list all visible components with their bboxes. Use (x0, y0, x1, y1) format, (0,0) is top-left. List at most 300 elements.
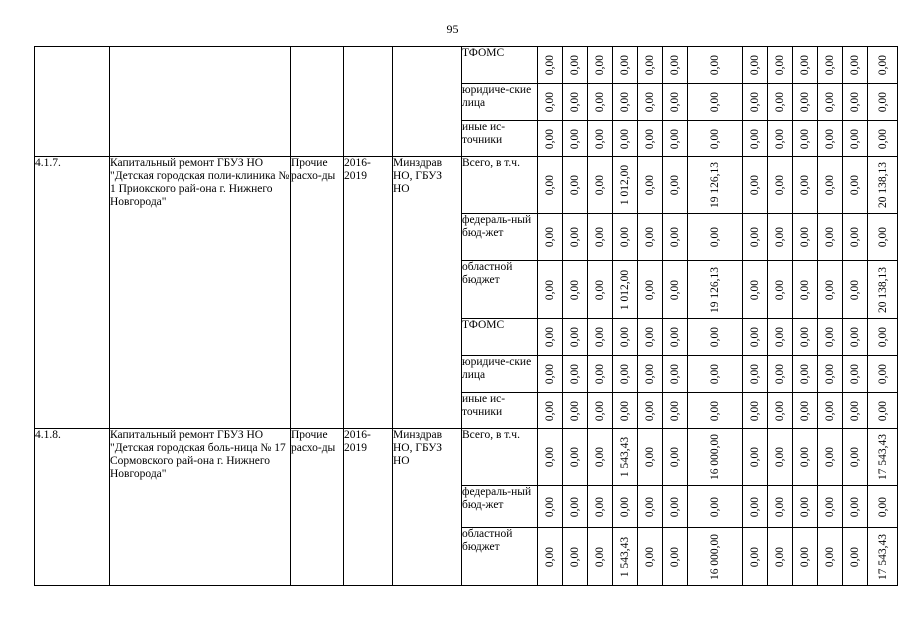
amount-cell (563, 429, 588, 486)
funding-source: ТФОМС (462, 319, 538, 356)
amount-cell (638, 356, 663, 393)
amount-value: 0,00 (569, 174, 581, 196)
amount-value: 0,00 (749, 54, 761, 76)
amount-cell (638, 84, 663, 121)
amount-value: 0,00 (669, 326, 681, 348)
item-name: Капитальный ремонт ГБУЗ НО "Детская городская боль-ница № 17 Сормовского рай-она г. Нижнего Новгорода" (110, 429, 291, 586)
amount-value: 0,00 (619, 496, 631, 517)
amount-value: 0,00 (799, 326, 811, 348)
amount-value: 0,00 (544, 496, 556, 517)
amount-cell (613, 429, 638, 486)
amount-value: 0,00 (824, 91, 836, 113)
amount-cell (563, 319, 588, 356)
amount-cell (588, 47, 613, 84)
amount-cell (688, 393, 743, 429)
amount-cell (743, 47, 768, 84)
amount-value: 0,00 (824, 128, 836, 149)
amount-value: 0,00 (774, 174, 786, 196)
amount-value: 0,00 (644, 174, 656, 196)
amount-value: 0,00 (669, 400, 681, 421)
amount-cell (588, 528, 613, 586)
amount-value: 0,00 (824, 496, 836, 517)
amount-value: 0,00 (774, 279, 786, 300)
amount-cell (563, 157, 588, 214)
amount-value: 0,00 (774, 226, 786, 248)
amount-cell (638, 261, 663, 319)
amount-value: 0,00 (799, 446, 811, 468)
amount-cell (743, 393, 768, 429)
amount-cell (538, 528, 563, 586)
funding-source: Всего, в т.ч. (462, 157, 538, 214)
amount-value: 0,00 (749, 546, 761, 567)
amount-value: 0,00 (876, 363, 889, 385)
item-executor (393, 47, 462, 157)
item-code: 4.1.8. (35, 429, 110, 586)
amount-cell (793, 157, 818, 214)
amount-cell (868, 356, 898, 393)
amount-cell (743, 356, 768, 393)
amount-cell (868, 121, 898, 157)
amount-cell (688, 121, 743, 157)
amount-value: 1 012,00 (619, 269, 631, 310)
item-name (110, 47, 291, 157)
amount-cell (818, 214, 843, 261)
amount-cell (818, 121, 843, 157)
amount-value: 0,00 (799, 128, 811, 149)
amount-value: 0,00 (849, 326, 861, 348)
amount-cell (538, 214, 563, 261)
amount-value: 0,00 (569, 496, 581, 517)
amount-value: 0,00 (544, 174, 556, 196)
amount-cell (688, 528, 743, 586)
amount-cell (638, 121, 663, 157)
amount-cell (843, 393, 868, 429)
amount-cell (613, 214, 638, 261)
amount-value: 0,00 (594, 91, 606, 113)
item-name: Капитальный ремонт ГБУЗ НО "Детская городская поли-клиника № 1 Приокского рай-она г. Нижнего Новгорода" (110, 157, 291, 429)
amount-value: 0,00 (569, 128, 581, 149)
amount-cell (688, 429, 743, 486)
amount-value: 0,00 (544, 91, 556, 113)
amount-cell (538, 261, 563, 319)
amount-cell (793, 486, 818, 528)
amount-cell (563, 121, 588, 157)
amount-cell (793, 47, 818, 84)
amount-cell (818, 261, 843, 319)
budget-table (34, 46, 898, 586)
amount-value: 0,00 (774, 400, 786, 421)
item-executor: Минздрав НО, ГБУЗ НО (393, 429, 462, 586)
amount-cell (793, 429, 818, 486)
amount-value: 0,00 (824, 226, 836, 248)
amount-value: 0,00 (849, 400, 861, 421)
amount-cell (663, 157, 688, 214)
amount-value: 0,00 (619, 363, 631, 385)
amount-cell (818, 47, 843, 84)
amount-value: 0,00 (594, 174, 606, 196)
amount-value: 20 138,13 (876, 162, 889, 208)
amount-value: 0,00 (824, 174, 836, 196)
amount-value: 0,00 (774, 363, 786, 385)
amount-cell (818, 528, 843, 586)
amount-cell (793, 319, 818, 356)
amount-value: 0,00 (849, 226, 861, 248)
amount-cell (868, 528, 898, 586)
amount-cell (793, 528, 818, 586)
item-period (344, 47, 393, 157)
amount-cell (743, 157, 768, 214)
amount-cell (868, 47, 898, 84)
amount-cell (538, 486, 563, 528)
amount-cell (613, 84, 638, 121)
amount-cell (538, 393, 563, 429)
expense-type: Прочие расхо-ды (291, 429, 344, 586)
amount-value: 0,00 (569, 326, 581, 348)
amount-value: 0,00 (544, 54, 556, 76)
amount-cell (638, 393, 663, 429)
amount-cell (793, 356, 818, 393)
amount-value: 0,00 (709, 54, 721, 76)
amount-value: 0,00 (544, 128, 556, 149)
amount-cell (843, 356, 868, 393)
amount-cell (768, 356, 793, 393)
amount-cell (768, 261, 793, 319)
amount-cell (613, 319, 638, 356)
amount-cell (613, 261, 638, 319)
amount-value: 0,00 (569, 226, 581, 248)
expense-type: Прочие расхо-ды (291, 157, 344, 429)
amount-value: 0,00 (569, 279, 581, 300)
amount-cell (743, 214, 768, 261)
amount-cell (688, 157, 743, 214)
amount-value: 0,00 (849, 446, 861, 468)
amount-value: 0,00 (849, 363, 861, 385)
amount-value: 0,00 (569, 91, 581, 113)
amount-value: 0,00 (619, 54, 631, 76)
funding-source: иные ис-точники (462, 121, 538, 157)
amount-cell (538, 84, 563, 121)
amount-value: 0,00 (569, 400, 581, 421)
amount-value: 0,00 (594, 496, 606, 517)
amount-value: 0,00 (749, 128, 761, 149)
amount-value: 0,00 (594, 128, 606, 149)
amount-cell (613, 157, 638, 214)
amount-cell (818, 486, 843, 528)
amount-cell (843, 319, 868, 356)
amount-value: 0,00 (876, 54, 889, 76)
amount-cell (638, 214, 663, 261)
amount-cell (818, 429, 843, 486)
amount-value: 0,00 (849, 54, 861, 76)
amount-value: 0,00 (749, 279, 761, 300)
funding-source: иные ис-точники (462, 393, 538, 429)
amount-cell (688, 84, 743, 121)
amount-cell (613, 356, 638, 393)
amount-value: 0,00 (594, 226, 606, 248)
amount-value: 0,00 (749, 363, 761, 385)
item-period: 2016-2019 (344, 429, 393, 586)
amount-cell (563, 393, 588, 429)
amount-cell (538, 47, 563, 84)
amount-cell (868, 214, 898, 261)
amount-value: 0,00 (799, 174, 811, 196)
amount-value: 0,00 (876, 128, 889, 149)
amount-value: 0,00 (569, 54, 581, 76)
amount-value: 0,00 (709, 91, 721, 113)
amount-value: 0,00 (544, 226, 556, 248)
amount-value: 0,00 (876, 496, 889, 517)
amount-cell (663, 393, 688, 429)
amount-cell (868, 157, 898, 214)
amount-value: 0,00 (644, 496, 656, 517)
amount-value: 0,00 (594, 279, 606, 300)
amount-value: 0,00 (594, 326, 606, 348)
amount-cell (663, 356, 688, 393)
amount-value: 0,00 (709, 496, 721, 517)
amount-cell (663, 47, 688, 84)
amount-value: 0,00 (749, 496, 761, 517)
amount-value: 0,00 (876, 91, 889, 113)
amount-value: 0,00 (824, 363, 836, 385)
amount-cell (638, 157, 663, 214)
amount-value: 0,00 (544, 400, 556, 421)
amount-cell (688, 47, 743, 84)
amount-cell (793, 84, 818, 121)
amount-cell (613, 393, 638, 429)
amount-value: 19 126,13 (709, 162, 721, 208)
amount-cell (563, 84, 588, 121)
amount-cell (768, 393, 793, 429)
amount-value: 0,00 (774, 91, 786, 113)
amount-cell (868, 319, 898, 356)
amount-value: 0,00 (644, 91, 656, 113)
amount-cell (588, 214, 613, 261)
amount-value: 0,00 (749, 400, 761, 421)
amount-cell (743, 121, 768, 157)
amount-value: 0,00 (619, 226, 631, 248)
amount-value: 0,00 (569, 363, 581, 385)
amount-value: 0,00 (824, 326, 836, 348)
amount-cell (563, 47, 588, 84)
amount-value: 0,00 (749, 226, 761, 248)
amount-cell (768, 528, 793, 586)
amount-value: 0,00 (669, 496, 681, 517)
amount-cell (843, 261, 868, 319)
amount-cell (638, 486, 663, 528)
amount-value: 0,00 (594, 54, 606, 76)
amount-cell (613, 486, 638, 528)
funding-source: областной бюджет (462, 261, 538, 319)
amount-cell (768, 214, 793, 261)
amount-cell (588, 429, 613, 486)
amount-cell (613, 121, 638, 157)
amount-cell (793, 121, 818, 157)
amount-value: 0,00 (799, 546, 811, 567)
amount-cell (538, 121, 563, 157)
amount-value: 0,00 (876, 326, 889, 348)
amount-cell (563, 486, 588, 528)
amount-cell (868, 84, 898, 121)
amount-value: 0,00 (709, 363, 721, 385)
amount-cell (743, 261, 768, 319)
amount-cell (743, 528, 768, 586)
amount-value: 0,00 (669, 226, 681, 248)
amount-value: 0,00 (544, 446, 556, 468)
amount-cell (818, 84, 843, 121)
funding-source: федераль-ный бюд-жет (462, 214, 538, 261)
amount-cell (588, 261, 613, 319)
amount-cell (638, 319, 663, 356)
amount-cell (688, 214, 743, 261)
table-body (35, 47, 898, 586)
amount-cell (743, 319, 768, 356)
amount-value: 0,00 (569, 446, 581, 468)
amount-cell (818, 356, 843, 393)
amount-value: 0,00 (644, 128, 656, 149)
amount-cell (563, 528, 588, 586)
amount-value: 0,00 (709, 226, 721, 248)
amount-cell (843, 486, 868, 528)
amount-cell (588, 486, 613, 528)
amount-value: 0,00 (799, 226, 811, 248)
amount-value: 0,00 (849, 546, 861, 567)
funding-source: федераль-ный бюд-жет (462, 486, 538, 528)
item-period: 2016-2019 (344, 157, 393, 429)
amount-value: 0,00 (619, 128, 631, 149)
amount-value: 0,00 (544, 326, 556, 348)
amount-cell (768, 429, 793, 486)
amount-cell (818, 393, 843, 429)
item-code: 4.1.7. (35, 157, 110, 429)
amount-cell (843, 528, 868, 586)
amount-value: 0,00 (594, 400, 606, 421)
amount-cell (538, 319, 563, 356)
amount-cell (613, 528, 638, 586)
amount-cell (793, 261, 818, 319)
amount-value: 0,00 (799, 91, 811, 113)
amount-value: 0,00 (669, 174, 681, 196)
amount-cell (688, 319, 743, 356)
amount-cell (868, 429, 898, 486)
amount-cell (843, 157, 868, 214)
amount-cell (663, 121, 688, 157)
amount-value: 0,00 (669, 546, 681, 567)
amount-value: 0,00 (619, 326, 631, 348)
amount-value: 0,00 (709, 400, 721, 421)
table-row (35, 157, 898, 214)
amount-cell (563, 214, 588, 261)
amount-cell (563, 261, 588, 319)
funding-source: Всего, в т.ч. (462, 429, 538, 486)
funding-source: ТФОМС (462, 47, 538, 84)
amount-cell (868, 486, 898, 528)
amount-cell (663, 84, 688, 121)
amount-value: 0,00 (799, 54, 811, 76)
amount-cell (768, 157, 793, 214)
amount-cell (743, 486, 768, 528)
amount-value: 16 000,00 (709, 533, 721, 580)
amount-value: 0,00 (644, 54, 656, 76)
amount-value: 0,00 (544, 363, 556, 385)
amount-value: 0,00 (669, 128, 681, 149)
amount-value: 0,00 (824, 54, 836, 76)
amount-cell (768, 486, 793, 528)
amount-value: 0,00 (594, 363, 606, 385)
amount-value: 0,00 (644, 279, 656, 300)
amount-cell (588, 157, 613, 214)
amount-cell (768, 84, 793, 121)
amount-cell (563, 356, 588, 393)
amount-cell (793, 214, 818, 261)
amount-value: 0,00 (876, 400, 889, 421)
amount-value: 0,00 (669, 279, 681, 300)
table-row (35, 47, 898, 84)
amount-value: 0,00 (774, 496, 786, 517)
amount-value: 0,00 (669, 54, 681, 76)
amount-value: 0,00 (774, 546, 786, 567)
amount-cell (843, 84, 868, 121)
amount-value: 0,00 (849, 174, 861, 196)
amount-value: 0,00 (799, 279, 811, 300)
table-row (35, 429, 898, 486)
amount-value: 0,00 (876, 226, 889, 248)
amount-cell (843, 429, 868, 486)
amount-cell (663, 528, 688, 586)
amount-value: 0,00 (824, 546, 836, 567)
amount-value: 0,00 (644, 446, 656, 468)
amount-value: 0,00 (849, 279, 861, 300)
amount-value: 0,00 (569, 546, 581, 567)
amount-cell (818, 157, 843, 214)
amount-value: 0,00 (774, 128, 786, 149)
amount-cell (663, 261, 688, 319)
amount-value: 0,00 (594, 546, 606, 567)
amount-value: 0,00 (749, 174, 761, 196)
funding-source: юридиче-ские лица (462, 356, 538, 393)
amount-value: 0,00 (644, 546, 656, 567)
amount-cell (688, 356, 743, 393)
amount-value: 0,00 (669, 363, 681, 385)
funding-source: юридиче-ские лица (462, 84, 538, 121)
amount-cell (663, 319, 688, 356)
amount-value: 0,00 (799, 400, 811, 421)
amount-cell (538, 356, 563, 393)
page-number: 95 (446, 22, 459, 36)
amount-cell (588, 393, 613, 429)
expense-type (291, 47, 344, 157)
amount-cell (588, 356, 613, 393)
amount-value: 0,00 (669, 446, 681, 468)
amount-cell (688, 261, 743, 319)
amount-cell (843, 47, 868, 84)
amount-value: 0,00 (619, 400, 631, 421)
amount-value: 0,00 (594, 446, 606, 468)
amount-value: 0,00 (849, 496, 861, 517)
funding-source: областной бюджет (462, 528, 538, 586)
amount-value: 0,00 (544, 279, 556, 300)
amount-cell (638, 47, 663, 84)
amount-value: 0,00 (749, 91, 761, 113)
amount-value: 0,00 (644, 226, 656, 248)
amount-cell (768, 319, 793, 356)
amount-value: 0,00 (849, 128, 861, 149)
amount-cell (688, 486, 743, 528)
amount-cell (588, 121, 613, 157)
amount-cell (818, 319, 843, 356)
amount-value: 0,00 (774, 326, 786, 348)
amount-cell (588, 84, 613, 121)
amount-value: 0,00 (824, 446, 836, 468)
